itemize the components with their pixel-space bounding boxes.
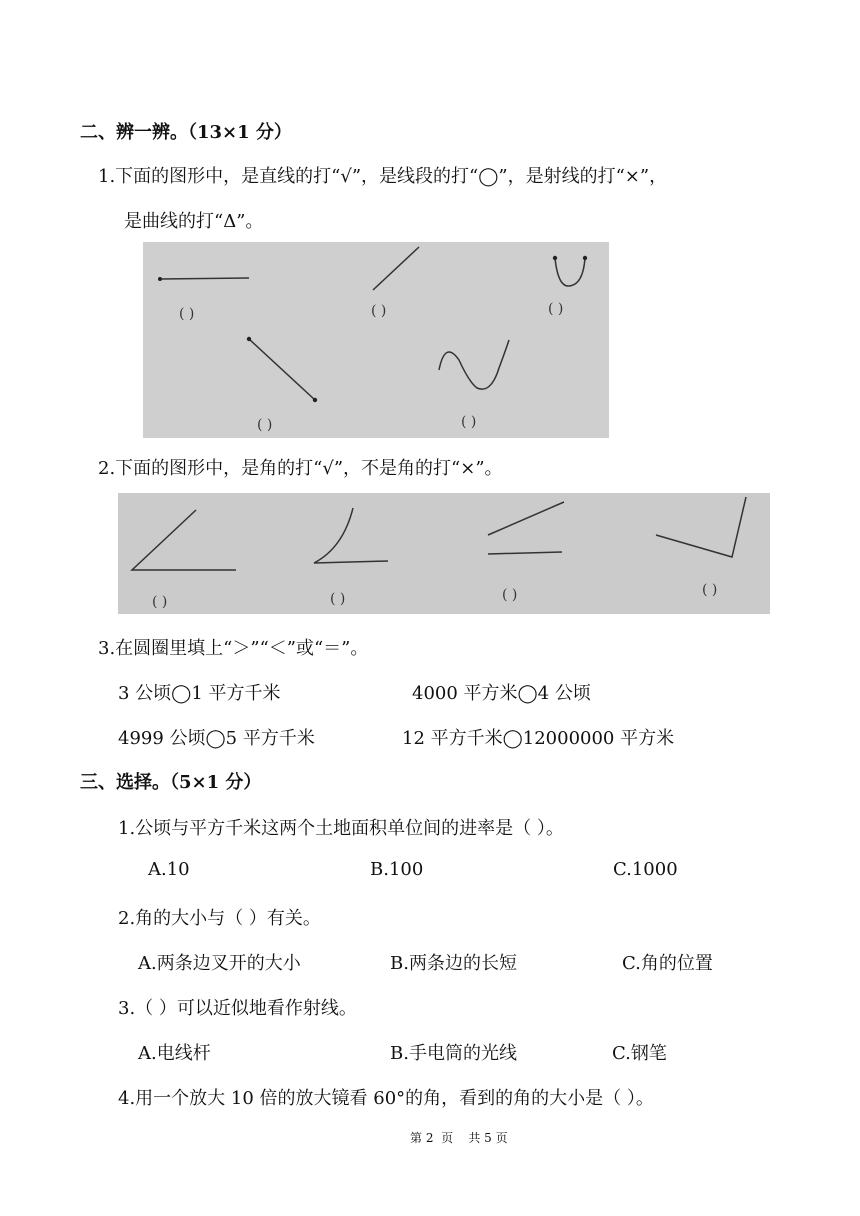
choice-option-c: C.角的位置 bbox=[622, 953, 713, 974]
answer-paren: ( ) bbox=[502, 587, 518, 603]
answer-paren: ( ) bbox=[461, 414, 477, 430]
question-2-1-line2: 是曲线的打“Δ”。 bbox=[124, 211, 264, 232]
answer-paren: ( ) bbox=[152, 594, 168, 610]
choice-option-b: B.手电筒的光线 bbox=[390, 1043, 517, 1064]
choice-option-a: A.电线杆 bbox=[138, 1043, 211, 1064]
answer-paren: ( ) bbox=[702, 582, 718, 598]
lines-figure bbox=[143, 242, 609, 438]
question-2-2: 2.下面的图形中，是角的打“√”，不是角的打“×”。 bbox=[98, 458, 503, 479]
compare-item-4: 12 平方千米◯12000000 平方米 bbox=[402, 728, 675, 749]
figure-curve-u bbox=[555, 258, 585, 286]
choice-option-a: A.10 bbox=[148, 859, 190, 880]
answer-paren: ( ) bbox=[371, 303, 387, 319]
choice-option-c: C.1000 bbox=[613, 859, 678, 880]
figure-ray-top bbox=[488, 502, 564, 535]
figure-line-2 bbox=[373, 247, 419, 290]
figure-curved-angle bbox=[314, 508, 388, 563]
question-2-1-line1: 1.下面的图形中，是直线的打“√”，是线段的打“◯”，是射线的打“×”， bbox=[98, 166, 668, 187]
figure-angle-1 bbox=[132, 510, 236, 570]
page-footer: 第 2 页 共 5 页 bbox=[410, 1131, 508, 1145]
figure-segment bbox=[249, 339, 315, 400]
compare-item-1: 3 公顷◯1 平方千米 bbox=[118, 683, 281, 704]
choice-option-b: B.100 bbox=[370, 859, 424, 880]
section-3-title: 三、选择。（5×1 分） bbox=[80, 772, 262, 793]
compare-item-2: 4000 平方米◯4 公顷 bbox=[412, 683, 591, 704]
question-2-3: 3.在圆圈里填上“＞”“＜”或“＝”。 bbox=[98, 638, 369, 659]
choice-option-a: A.两条边叉开的大小 bbox=[138, 953, 301, 974]
choice-question-3: 3.（ ）可以近似地看作射线。 bbox=[118, 998, 357, 1019]
angles-figure bbox=[118, 493, 770, 614]
figure-ray-bottom bbox=[488, 552, 562, 554]
choice-question-1: 1.公顷与平方千米这两个土地面积单位间的进率是（ ）。 bbox=[118, 818, 564, 839]
choice-option-c: C.钢笔 bbox=[612, 1043, 667, 1064]
figure-angle-4 bbox=[656, 497, 746, 557]
answer-paren: ( ) bbox=[330, 591, 346, 607]
choice-question-2: 2.角的大小与（ ）有关。 bbox=[118, 908, 321, 929]
answer-paren: ( ) bbox=[257, 417, 273, 433]
answer-paren: ( ) bbox=[179, 306, 195, 322]
answer-paren: ( ) bbox=[548, 301, 564, 317]
section-2-title: 二、辨一辨。（13×1 分） bbox=[80, 122, 292, 143]
choice-option-b: B.两条边的长短 bbox=[390, 953, 517, 974]
figure-line-1 bbox=[160, 278, 249, 279]
compare-item-3: 4999 公顷◯5 平方千米 bbox=[118, 728, 315, 749]
figure-curve-wave bbox=[439, 340, 509, 389]
choice-question-4: 4.用一个放大 10 倍的放大镜看 60°的角，看到的角的大小是（ ）。 bbox=[118, 1088, 654, 1109]
